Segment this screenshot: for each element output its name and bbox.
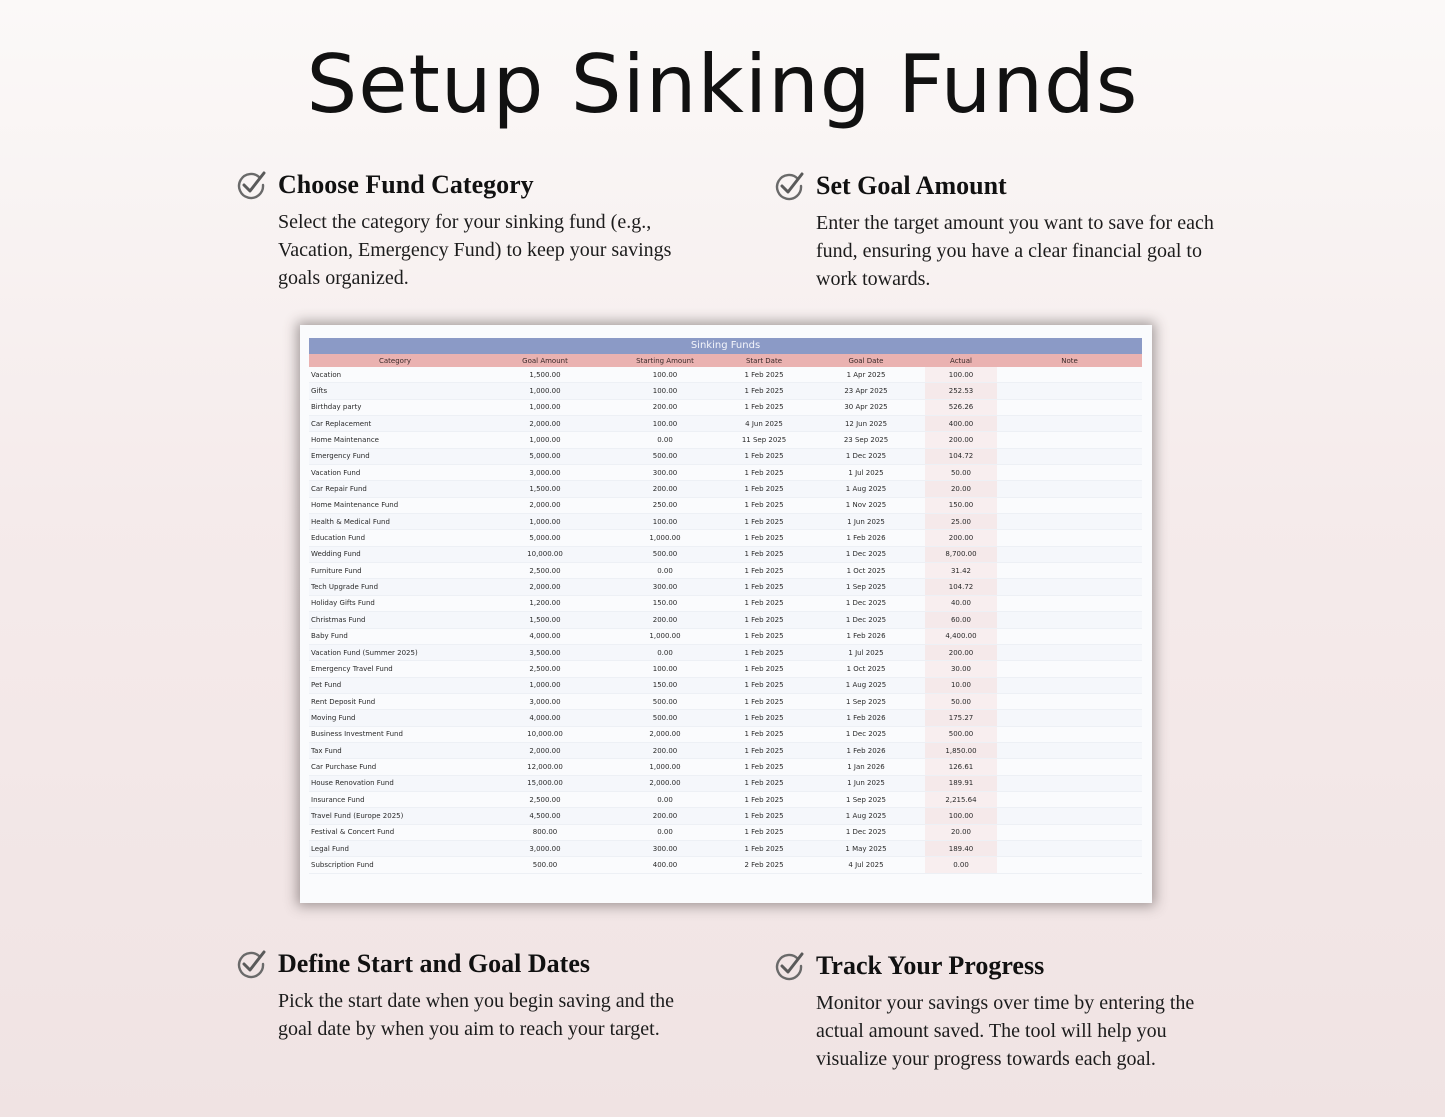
cell-note[interactable] <box>997 628 1142 644</box>
cell-note[interactable] <box>997 416 1142 432</box>
cell-start-date[interactable]: 1 Feb 2025 <box>721 824 807 840</box>
cell-note[interactable] <box>997 808 1142 824</box>
table-row <box>309 824 1142 840</box>
cell-goal-date[interactable]: 1 Jun 2025 <box>807 775 925 791</box>
cell-goal-date[interactable]: 1 Dec 2025 <box>807 824 925 840</box>
cell-goal-amount[interactable]: 2,000.00 <box>481 416 609 432</box>
cell-note[interactable] <box>997 546 1142 562</box>
table-row <box>309 710 1142 726</box>
cell-note[interactable] <box>997 481 1142 497</box>
cell-note[interactable] <box>997 579 1142 595</box>
cell-goal-date[interactable]: 23 Apr 2025 <box>807 383 925 399</box>
cell-starting-amount[interactable]: 0.00 <box>609 644 721 660</box>
cell-starting-amount[interactable]: 2,000.00 <box>609 726 721 742</box>
cell-starting-amount[interactable]: 300.00 <box>609 840 721 856</box>
cell-actual[interactable]: 175.27 <box>925 710 997 726</box>
cell-starting-amount[interactable]: 200.00 <box>609 742 721 758</box>
cell-category[interactable]: Emergency Fund <box>309 448 481 464</box>
cell-start-date[interactable]: 1 Feb 2025 <box>721 367 807 383</box>
cell-actual[interactable]: 60.00 <box>925 612 997 628</box>
cell-actual[interactable]: 200.00 <box>925 530 997 546</box>
cell-starting-amount[interactable]: 0.00 <box>609 791 721 807</box>
cell-goal-amount[interactable]: 1,200.00 <box>481 595 609 611</box>
cell-start-date[interactable]: 1 Feb 2025 <box>721 742 807 758</box>
table-row <box>309 693 1142 709</box>
sheet-title: Sinking Funds <box>309 338 1142 354</box>
page-title: Setup Sinking Funds <box>306 38 1139 131</box>
cell-start-date[interactable]: 1 Feb 2025 <box>721 661 807 677</box>
cell-actual[interactable]: 40.00 <box>925 595 997 611</box>
cell-goal-amount[interactable]: 10,000.00 <box>481 726 609 742</box>
cell-actual[interactable]: 189.91 <box>925 775 997 791</box>
cell-goal-date[interactable]: 1 Aug 2025 <box>807 808 925 824</box>
table-row <box>309 759 1142 775</box>
cell-note[interactable] <box>997 448 1142 464</box>
cell-starting-amount[interactable]: 100.00 <box>609 367 721 383</box>
cell-category[interactable]: Education Fund <box>309 530 481 546</box>
cell-goal-amount[interactable]: 2,500.00 <box>481 661 609 677</box>
cell-category[interactable]: Tech Upgrade Fund <box>309 579 481 595</box>
cell-goal-date[interactable]: 1 Aug 2025 <box>807 677 925 693</box>
cell-goal-amount[interactable]: 1,000.00 <box>481 432 609 448</box>
cell-note[interactable] <box>997 759 1142 775</box>
cell-note[interactable] <box>997 595 1142 611</box>
feature-description: Monitor your savings over time by entering the actual amount saved. The tool will help you visualize your progress towards each goal. <box>816 992 1195 1070</box>
feature-heading: Set Goal Amount <box>816 171 1007 200</box>
table-row <box>309 661 1142 677</box>
cell-goal-date[interactable]: 1 Sep 2025 <box>807 791 925 807</box>
cell-goal-amount[interactable]: 1,500.00 <box>481 481 609 497</box>
cell-goal-amount[interactable]: 500.00 <box>481 857 609 873</box>
col-header-goal-date[interactable]: Goal Date <box>807 354 925 367</box>
cell-actual[interactable]: 20.00 <box>925 481 997 497</box>
cell-note[interactable] <box>997 710 1142 726</box>
check-circle-icon <box>236 949 266 979</box>
cell-starting-amount[interactable]: 100.00 <box>609 416 721 432</box>
feature-heading: Track Your Progress <box>816 951 1045 980</box>
cell-goal-date[interactable]: 1 Apr 2025 <box>807 367 925 383</box>
cell-actual[interactable]: 10.00 <box>925 677 997 693</box>
cell-category[interactable]: Gifts <box>309 383 481 399</box>
cell-starting-amount[interactable]: 100.00 <box>609 661 721 677</box>
cell-start-date[interactable]: 1 Feb 2025 <box>721 808 807 824</box>
cell-goal-date[interactable]: 1 Oct 2025 <box>807 563 925 579</box>
cell-goal-amount[interactable]: 10,000.00 <box>481 546 609 562</box>
cell-actual[interactable]: 100.00 <box>925 808 997 824</box>
cell-start-date[interactable]: 1 Feb 2025 <box>721 514 807 530</box>
cell-category[interactable]: Vacation <box>309 367 481 383</box>
cell-start-date[interactable]: 1 Feb 2025 <box>721 677 807 693</box>
table-body <box>309 367 1142 873</box>
cell-actual[interactable]: 104.72 <box>925 579 997 595</box>
cell-note[interactable] <box>997 726 1142 742</box>
sinking-funds-table <box>309 354 1142 874</box>
cell-category[interactable]: House Renovation Fund <box>309 775 481 791</box>
cell-actual[interactable]: 30.00 <box>925 661 997 677</box>
cell-start-date[interactable]: 1 Feb 2025 <box>721 726 807 742</box>
cell-actual[interactable]: 189.40 <box>925 840 997 856</box>
feature-description: Select the category for your sinking fund (e.g., Vacation, Emergency Fund) to keep your savings goals organized. <box>278 211 672 289</box>
cell-starting-amount[interactable]: 0.00 <box>609 432 721 448</box>
table-row <box>309 840 1142 856</box>
cell-actual[interactable]: 104.72 <box>925 448 997 464</box>
cell-starting-amount[interactable]: 500.00 <box>609 710 721 726</box>
cell-category[interactable]: Wedding Fund <box>309 546 481 562</box>
cell-starting-amount[interactable]: 200.00 <box>609 808 721 824</box>
cell-actual[interactable]: 252.53 <box>925 383 997 399</box>
cell-category[interactable]: Health & Medical Fund <box>309 514 481 530</box>
cell-start-date[interactable]: 1 Feb 2025 <box>721 710 807 726</box>
cell-goal-amount[interactable]: 4,500.00 <box>481 808 609 824</box>
feature-description: Enter the target amount you want to save for each fund, ensuring you have a clear financial goal to work towards. <box>816 212 1214 290</box>
cell-note[interactable] <box>997 693 1142 709</box>
cell-note[interactable] <box>997 661 1142 677</box>
feature-define-dates <box>236 949 696 1043</box>
table-row <box>309 563 1142 579</box>
col-header-start-date[interactable]: Start Date <box>721 354 807 367</box>
col-header-category[interactable]: Category <box>309 354 481 367</box>
cell-start-date[interactable]: 1 Feb 2025 <box>721 481 807 497</box>
table-row <box>309 726 1142 742</box>
cell-goal-amount[interactable]: 1,000.00 <box>481 514 609 530</box>
cell-starting-amount[interactable]: 400.00 <box>609 857 721 873</box>
cell-start-date[interactable]: 1 Feb 2025 <box>721 383 807 399</box>
cell-note[interactable] <box>997 514 1142 530</box>
cell-start-date[interactable]: 2 Feb 2025 <box>721 857 807 873</box>
cell-category[interactable]: Legal Fund <box>309 840 481 856</box>
cell-start-date[interactable]: 1 Feb 2025 <box>721 399 807 415</box>
feature-set-goal <box>774 171 1234 293</box>
cell-start-date[interactable]: 1 Feb 2025 <box>721 465 807 481</box>
col-header-note[interactable]: Note <box>997 354 1142 367</box>
cell-start-date[interactable]: 1 Feb 2025 <box>721 448 807 464</box>
cell-note[interactable] <box>997 840 1142 856</box>
cell-goal-date[interactable]: 1 Dec 2025 <box>807 726 925 742</box>
cell-starting-amount[interactable]: 100.00 <box>609 514 721 530</box>
cell-start-date[interactable]: 1 Feb 2025 <box>721 579 807 595</box>
cell-actual[interactable]: 526.26 <box>925 399 997 415</box>
cell-goal-amount[interactable]: 3,000.00 <box>481 465 609 481</box>
table-row <box>309 742 1142 758</box>
cell-starting-amount[interactable]: 0.00 <box>609 563 721 579</box>
cell-goal-amount[interactable]: 5,000.00 <box>481 448 609 464</box>
table-row <box>309 546 1142 562</box>
table-row <box>309 497 1142 513</box>
cell-note[interactable] <box>997 367 1142 383</box>
cell-actual[interactable]: 500.00 <box>925 726 997 742</box>
table-row <box>309 775 1142 791</box>
check-circle-icon <box>236 170 266 200</box>
cell-starting-amount[interactable]: 0.00 <box>609 824 721 840</box>
cell-actual[interactable]: 25.00 <box>925 514 997 530</box>
cell-category[interactable]: Business Investment Fund <box>309 726 481 742</box>
cell-note[interactable] <box>997 775 1142 791</box>
cell-actual[interactable]: 200.00 <box>925 644 997 660</box>
cell-category[interactable]: Rent Deposit Fund <box>309 693 481 709</box>
cell-actual[interactable]: 4,400.00 <box>925 628 997 644</box>
cell-goal-amount[interactable]: 1,000.00 <box>481 383 609 399</box>
cell-start-date[interactable]: 1 Feb 2025 <box>721 775 807 791</box>
cell-category[interactable]: Home Maintenance Fund <box>309 497 481 513</box>
cell-category[interactable]: Tax Fund <box>309 742 481 758</box>
cell-goal-date[interactable]: 4 Jul 2025 <box>807 857 925 873</box>
cell-start-date[interactable]: 1 Feb 2025 <box>721 693 807 709</box>
cell-starting-amount[interactable]: 500.00 <box>609 693 721 709</box>
cell-note[interactable] <box>997 530 1142 546</box>
cell-category[interactable]: Emergency Travel Fund <box>309 661 481 677</box>
cell-starting-amount[interactable]: 2,000.00 <box>609 775 721 791</box>
cell-actual[interactable]: 150.00 <box>925 497 997 513</box>
cell-note[interactable] <box>997 791 1142 807</box>
cell-goal-amount[interactable]: 2,500.00 <box>481 563 609 579</box>
cell-goal-date[interactable]: 1 Feb 2026 <box>807 530 925 546</box>
cell-actual[interactable]: 400.00 <box>925 416 997 432</box>
cell-category[interactable]: Car Replacement <box>309 416 481 432</box>
cell-goal-amount[interactable]: 3,500.00 <box>481 644 609 660</box>
cell-note[interactable] <box>997 677 1142 693</box>
cell-note[interactable] <box>997 432 1142 448</box>
cell-category[interactable]: Holiday Gifts Fund <box>309 595 481 611</box>
cell-goal-date[interactable]: 1 Nov 2025 <box>807 497 925 513</box>
table-row <box>309 383 1142 399</box>
table-row <box>309 628 1142 644</box>
cell-note[interactable] <box>997 857 1142 873</box>
check-circle-icon <box>774 171 804 201</box>
cell-actual[interactable]: 100.00 <box>925 367 997 383</box>
cell-actual[interactable]: 126.61 <box>925 759 997 775</box>
cell-start-date[interactable]: 4 Jun 2025 <box>721 416 807 432</box>
cell-goal-date[interactable]: 1 Dec 2025 <box>807 595 925 611</box>
col-header-goal-amount[interactable]: Goal Amount <box>481 354 609 367</box>
table-row <box>309 514 1142 530</box>
cell-goal-amount[interactable]: 1,000.00 <box>481 677 609 693</box>
cell-category[interactable]: Furniture Fund <box>309 563 481 579</box>
cell-actual[interactable]: 20.00 <box>925 824 997 840</box>
cell-note[interactable] <box>997 399 1142 415</box>
cell-starting-amount[interactable]: 1,000.00 <box>609 628 721 644</box>
table-row <box>309 791 1142 807</box>
cell-actual[interactable]: 2,215.64 <box>925 791 997 807</box>
table-row <box>309 612 1142 628</box>
cell-start-date[interactable]: 1 Feb 2025 <box>721 791 807 807</box>
cell-starting-amount[interactable]: 150.00 <box>609 595 721 611</box>
cell-goal-amount[interactable]: 4,000.00 <box>481 710 609 726</box>
cell-starting-amount[interactable]: 1,000.00 <box>609 759 721 775</box>
cell-goal-amount[interactable]: 1,500.00 <box>481 612 609 628</box>
cell-category[interactable]: Christmas Fund <box>309 612 481 628</box>
cell-goal-date[interactable]: 1 Jul 2025 <box>807 465 925 481</box>
cell-goal-date[interactable]: 1 Jan 2026 <box>807 759 925 775</box>
cell-start-date[interactable]: 1 Feb 2025 <box>721 563 807 579</box>
cell-goal-date[interactable]: 1 Dec 2025 <box>807 546 925 562</box>
table-row <box>309 579 1142 595</box>
cell-starting-amount[interactable]: 500.00 <box>609 546 721 562</box>
cell-category[interactable]: Car Purchase Fund <box>309 759 481 775</box>
cell-starting-amount[interactable]: 1,000.00 <box>609 530 721 546</box>
cell-actual[interactable]: 50.00 <box>925 465 997 481</box>
cell-start-date[interactable]: 1 Feb 2025 <box>721 497 807 513</box>
table-row <box>309 857 1142 873</box>
cell-starting-amount[interactable]: 300.00 <box>609 465 721 481</box>
check-circle-icon <box>774 951 804 981</box>
table-row <box>309 399 1142 415</box>
cell-goal-date[interactable]: 1 Sep 2025 <box>807 579 925 595</box>
table-header-row <box>309 354 1142 367</box>
feature-description: Pick the start date when you begin saving and the goal date by when you aim to reach your target. <box>278 990 675 1040</box>
cell-category[interactable]: Birthday party <box>309 399 481 415</box>
cell-note[interactable] <box>997 824 1142 840</box>
cell-goal-amount[interactable]: 1,500.00 <box>481 367 609 383</box>
cell-category[interactable]: Moving Fund <box>309 710 481 726</box>
cell-start-date[interactable]: 1 Feb 2025 <box>721 595 807 611</box>
cell-category[interactable]: Insurance Fund <box>309 791 481 807</box>
cell-note[interactable] <box>997 612 1142 628</box>
cell-category[interactable]: Home Maintenance <box>309 432 481 448</box>
cell-starting-amount[interactable]: 200.00 <box>609 612 721 628</box>
cell-goal-date[interactable]: 1 Jun 2025 <box>807 514 925 530</box>
cell-goal-date[interactable]: 1 Feb 2026 <box>807 710 925 726</box>
cell-category[interactable]: Vacation Fund (Summer 2025) <box>309 644 481 660</box>
cell-start-date[interactable]: 1 Feb 2025 <box>721 759 807 775</box>
cell-goal-amount[interactable]: 800.00 <box>481 824 609 840</box>
cell-note[interactable] <box>997 563 1142 579</box>
cell-actual[interactable]: 31.42 <box>925 563 997 579</box>
cell-goal-amount[interactable]: 3,000.00 <box>481 840 609 856</box>
cell-starting-amount[interactable]: 200.00 <box>609 481 721 497</box>
cell-starting-amount[interactable]: 200.00 <box>609 399 721 415</box>
cell-starting-amount[interactable]: 300.00 <box>609 579 721 595</box>
cell-goal-date[interactable]: 12 Jun 2025 <box>807 416 925 432</box>
cell-note[interactable] <box>997 497 1142 513</box>
cell-category[interactable]: Travel Fund (Europe 2025) <box>309 808 481 824</box>
cell-category[interactable]: Pet Fund <box>309 677 481 693</box>
table-row <box>309 808 1142 824</box>
cell-goal-amount[interactable]: 2,000.00 <box>481 579 609 595</box>
cell-category[interactable]: Baby Fund <box>309 628 481 644</box>
cell-actual[interactable]: 200.00 <box>925 432 997 448</box>
cell-goal-date[interactable]: 1 Feb 2026 <box>807 742 925 758</box>
cell-goal-amount[interactable]: 2,000.00 <box>481 742 609 758</box>
cell-actual[interactable]: 0.00 <box>925 857 997 873</box>
table-row <box>309 367 1142 383</box>
cell-goal-date[interactable]: 1 Jul 2025 <box>807 644 925 660</box>
feature-choose-category <box>236 170 696 292</box>
cell-start-date[interactable]: 1 Feb 2025 <box>721 628 807 644</box>
cell-note[interactable] <box>997 742 1142 758</box>
cell-actual[interactable]: 1,850.00 <box>925 742 997 758</box>
col-header-starting-amount[interactable]: Starting Amount <box>609 354 721 367</box>
cell-goal-date[interactable]: 1 Aug 2025 <box>807 481 925 497</box>
table-row <box>309 432 1142 448</box>
cell-goal-date[interactable]: 1 Oct 2025 <box>807 661 925 677</box>
cell-goal-date[interactable]: 23 Sep 2025 <box>807 432 925 448</box>
cell-start-date[interactable]: 1 Feb 2025 <box>721 612 807 628</box>
cell-note[interactable] <box>997 465 1142 481</box>
cell-starting-amount[interactable]: 150.00 <box>609 677 721 693</box>
spreadsheet-preview <box>300 325 1152 903</box>
cell-note[interactable] <box>997 383 1142 399</box>
cell-starting-amount[interactable]: 250.00 <box>609 497 721 513</box>
cell-start-date[interactable]: 1 Feb 2025 <box>721 530 807 546</box>
cell-category[interactable]: Car Repair Fund <box>309 481 481 497</box>
feature-heading: Define Start and Goal Dates <box>278 949 590 978</box>
cell-goal-date[interactable]: 1 Sep 2025 <box>807 693 925 709</box>
cell-start-date[interactable]: 1 Feb 2025 <box>721 644 807 660</box>
cell-category[interactable]: Subscription Fund <box>309 857 481 873</box>
cell-goal-amount[interactable]: 1,000.00 <box>481 399 609 415</box>
table-row <box>309 481 1142 497</box>
cell-category[interactable]: Vacation Fund <box>309 465 481 481</box>
feature-heading: Choose Fund Category <box>278 170 534 199</box>
cell-goal-date[interactable]: 1 Dec 2025 <box>807 612 925 628</box>
cell-goal-amount[interactable]: 2,500.00 <box>481 791 609 807</box>
table-row <box>309 530 1142 546</box>
table-row <box>309 595 1142 611</box>
cell-category[interactable]: Festival & Concert Fund <box>309 824 481 840</box>
feature-track-progress <box>774 951 1234 1073</box>
cell-goal-amount[interactable]: 12,000.00 <box>481 759 609 775</box>
cell-actual[interactable]: 8,700.00 <box>925 546 997 562</box>
cell-goal-date[interactable]: 1 Feb 2026 <box>807 628 925 644</box>
table-row <box>309 677 1142 693</box>
table-row <box>309 644 1142 660</box>
cell-note[interactable] <box>997 644 1142 660</box>
cell-goal-amount[interactable]: 3,000.00 <box>481 693 609 709</box>
cell-actual[interactable]: 50.00 <box>925 693 997 709</box>
cell-starting-amount[interactable]: 500.00 <box>609 448 721 464</box>
table-row <box>309 465 1142 481</box>
cell-start-date[interactable]: 1 Feb 2025 <box>721 840 807 856</box>
cell-goal-amount[interactable]: 15,000.00 <box>481 775 609 791</box>
col-header-actual[interactable]: Actual <box>925 354 997 367</box>
cell-goal-date[interactable]: 1 Dec 2025 <box>807 448 925 464</box>
cell-starting-amount[interactable]: 100.00 <box>609 383 721 399</box>
cell-goal-amount[interactable]: 4,000.00 <box>481 628 609 644</box>
cell-goal-amount[interactable]: 5,000.00 <box>481 530 609 546</box>
cell-goal-amount[interactable]: 2,000.00 <box>481 497 609 513</box>
cell-start-date[interactable]: 11 Sep 2025 <box>721 432 807 448</box>
cell-goal-date[interactable]: 30 Apr 2025 <box>807 399 925 415</box>
table-row <box>309 416 1142 432</box>
cell-start-date[interactable]: 1 Feb 2025 <box>721 546 807 562</box>
table-row <box>309 448 1142 464</box>
cell-goal-date[interactable]: 1 May 2025 <box>807 840 925 856</box>
